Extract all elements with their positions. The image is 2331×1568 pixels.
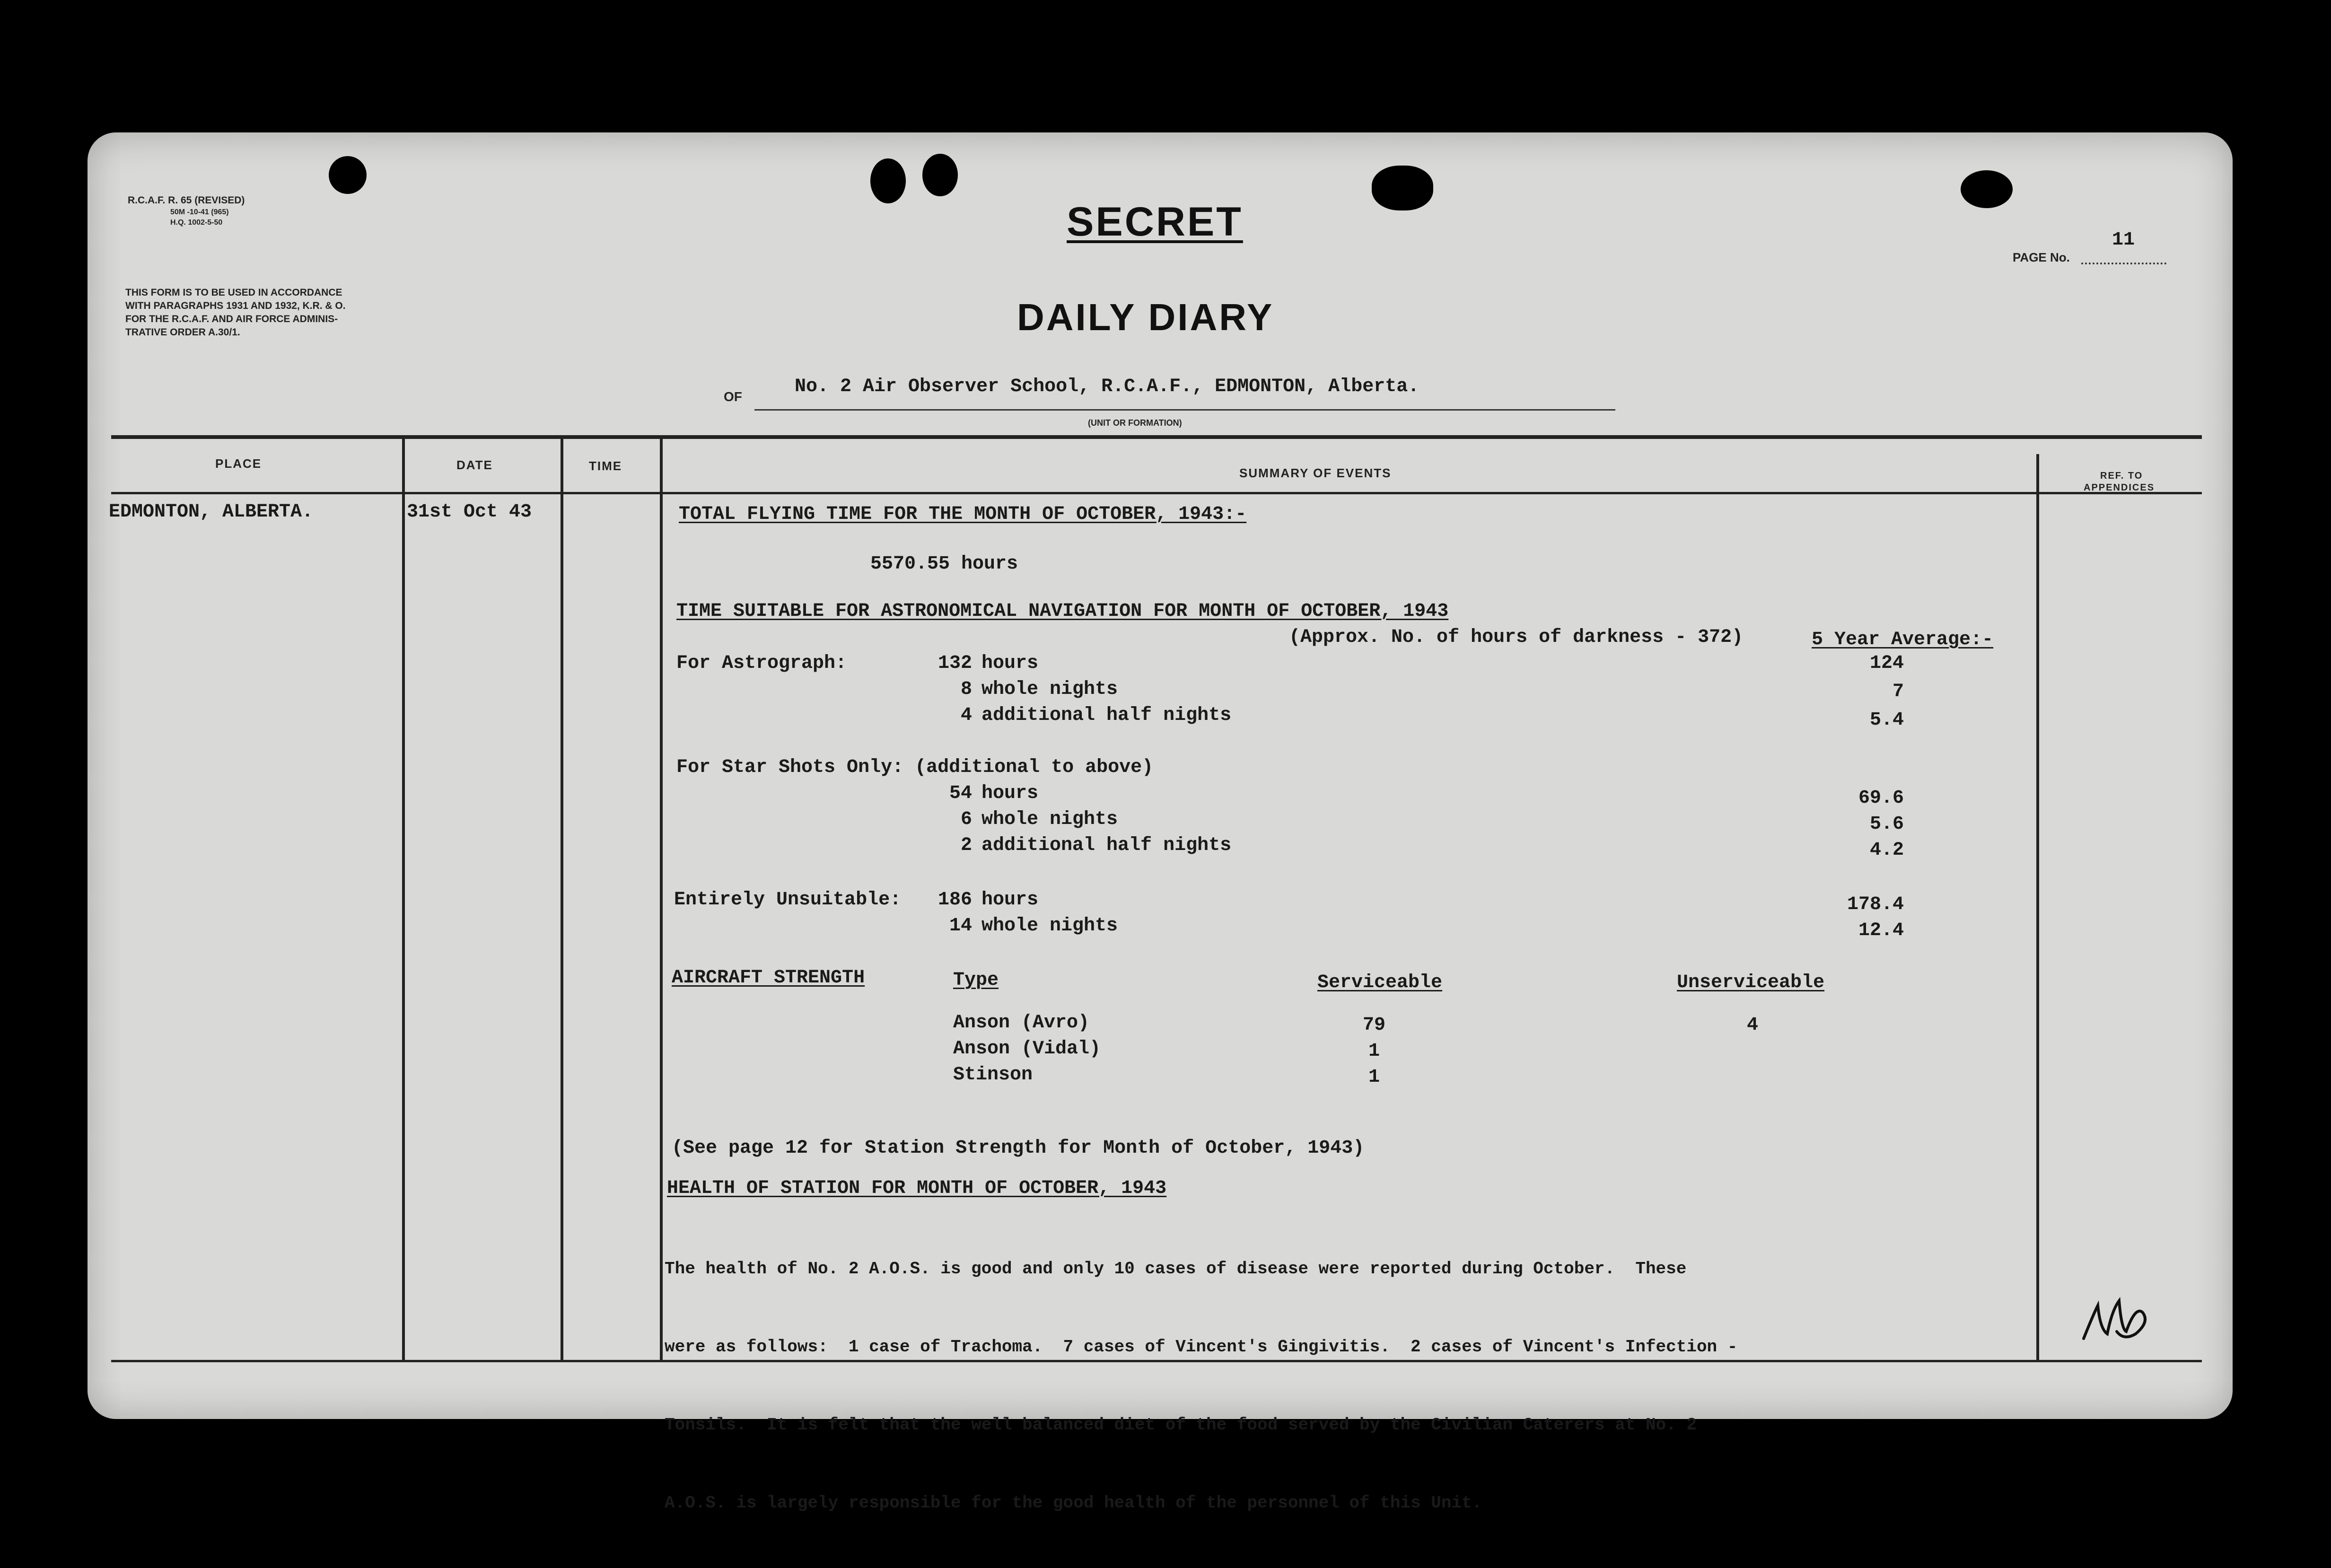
see-page-note: (See page 12 for Station Strength for Month of October, 1943) — [672, 1138, 1365, 1159]
average-value: 178.4 — [1847, 894, 1904, 915]
astrograph-unit: additional half nights — [981, 705, 1232, 726]
column-header-ref: APPENDICES — [2084, 482, 2155, 493]
unsuitable-value: 186 — [938, 889, 972, 911]
aircraft-col-serviceable: Serviceable — [1317, 972, 1443, 993]
punch-hole — [329, 156, 367, 194]
unit-caption: (UNIT OR FORMATION) — [1088, 418, 1182, 428]
average-value: 5.4 — [1869, 710, 1904, 731]
unsuitable-value: 14 — [949, 915, 972, 937]
astrograph-value: 132 — [938, 653, 972, 674]
page-label: PAGE No. — [2013, 250, 2070, 264]
astrograph-value: 4 — [960, 705, 972, 726]
average-value: 4.2 — [1869, 840, 1904, 861]
entry-date: 31st Oct 43 — [407, 501, 532, 523]
column-header-summary: SUMMARY OF EVENTS — [1239, 466, 1392, 480]
star-value: 54 — [949, 783, 972, 804]
column-divider — [660, 439, 663, 1361]
aircraft-serviceable: 1 — [1368, 1067, 1380, 1088]
column-header-date: DATE — [456, 458, 493, 472]
unit-name: No. 2 Air Observer School, R.C.A.F., EDMONTON, Alberta. — [795, 376, 1420, 397]
flying-value: 5570.55 hours — [870, 553, 1018, 575]
average-value: 124 — [1869, 653, 1904, 674]
instruction-line: FOR THE R.C.A.F. AND AIR FORCE ADMINIS- — [125, 314, 338, 324]
unsuitable-unit: hours — [981, 889, 1039, 911]
aircraft-col-unserviceable: Unserviceable — [1677, 972, 1825, 993]
table-top-rule — [111, 435, 2202, 439]
aircraft-col-type: Type — [953, 970, 999, 991]
star-value: 6 — [960, 809, 972, 830]
star-label: For Star Shots Only: (additional to above) — [676, 757, 1154, 778]
signature-initials — [2079, 1287, 2155, 1353]
average-value: 7 — [1892, 681, 1904, 702]
unit-line — [754, 409, 1615, 411]
punch-hole — [870, 158, 906, 203]
star-unit: hours — [981, 783, 1039, 804]
health-line: The health of No. 2 A.O.S. is good and only 10 cases of disease were reported during October. These — [665, 1259, 1687, 1279]
health-paragraph — [665, 1204, 1737, 1568]
diary-card — [88, 132, 2233, 1513]
column-divider — [561, 439, 563, 1361]
form-code: H.Q. 1002-5-50 — [170, 219, 223, 227]
classification-stamp: SECRET — [1067, 199, 1243, 245]
astrograph-value: 8 — [960, 679, 972, 700]
health-line: Tonsils. It is felt that the well balanced diet of the food served by the Civilian Caterers at No. 2 — [665, 1415, 1697, 1435]
punch-hole — [1961, 170, 2013, 208]
astrograph-unit: hours — [981, 653, 1039, 674]
aircraft-type: Stinson — [953, 1064, 1033, 1086]
flying-heading: TOTAL FLYING TIME FOR THE MONTH OF OCTOBER, 1943:- — [679, 504, 1247, 525]
astro-heading: TIME SUITABLE FOR ASTRONOMICAL NAVIGATION FOR MONTH OF OCTOBER, 1943 — [676, 601, 1449, 622]
column-divider — [2036, 454, 2039, 1361]
health-line: A.O.S. is largely responsible for the good health of the personnel of this Unit. — [665, 1493, 1482, 1513]
star-unit: additional half nights — [981, 835, 1232, 856]
page-number: 11 — [2112, 229, 2135, 251]
aircraft-serviceable: 79 — [1362, 1015, 1385, 1036]
form-number: R.C.A.F. R. 65 (REVISED) — [128, 195, 245, 206]
average-value: 5.6 — [1869, 814, 1904, 835]
page-number-line — [2081, 263, 2166, 264]
instruction-line: THIS FORM IS TO BE USED IN ACCORDANCE — [125, 287, 342, 298]
aircraft-unserviceable: 4 — [1746, 1015, 1758, 1036]
form-number-block — [128, 194, 245, 228]
approx-note: (Approx. No. of hours of darkness - 372) — [1289, 627, 1744, 648]
page-title: DAILY DIARY — [1017, 296, 1274, 338]
instruction-line: WITH PARAGRAPHS 1931 AND 1932, K.R. & O. — [125, 300, 346, 311]
average-value: 12.4 — [1858, 920, 1904, 941]
unsuitable-label: Entirely Unsuitable: — [674, 889, 902, 911]
table-header-rule — [111, 492, 2202, 494]
five-year-label: 5 Year Average:- — [1812, 629, 1994, 650]
star-value: 2 — [960, 835, 972, 856]
unsuitable-unit: whole nights — [981, 915, 1118, 937]
astrograph-unit: whole nights — [981, 679, 1118, 700]
of-label: OF — [724, 389, 742, 404]
astrograph-label: For Astrograph: — [676, 653, 847, 674]
health-line: were as follows: 1 case of Trachoma. 7 cases of Vincent's Gingivitis. 2 cases of Vincent's Infection - — [665, 1337, 1738, 1357]
aircraft-heading: AIRCRAFT STRENGTH — [672, 967, 865, 989]
health-heading: HEALTH OF STATION FOR MONTH OF OCTOBER, 1943 — [667, 1178, 1167, 1199]
column-divider — [402, 439, 405, 1361]
column-header-ref: REF. TO — [2100, 471, 2143, 481]
punch-hole — [1372, 166, 1433, 210]
aircraft-serviceable: 1 — [1368, 1041, 1380, 1062]
instruction-line: TRATIVE ORDER A.30/1. — [125, 327, 240, 338]
aircraft-type: Anson (Avro) — [953, 1012, 1090, 1034]
column-header-time: TIME — [589, 459, 622, 473]
punch-hole — [922, 154, 958, 196]
column-header-place: PLACE — [215, 456, 262, 471]
average-value: 69.6 — [1858, 788, 1904, 809]
aircraft-type: Anson (Vidal) — [953, 1038, 1101, 1060]
star-unit: whole nights — [981, 809, 1118, 830]
entry-place: EDMONTON, ALBERTA. — [109, 501, 314, 523]
form-code: 50M -10-41 (965) — [170, 208, 229, 216]
form-instructions — [125, 286, 346, 339]
